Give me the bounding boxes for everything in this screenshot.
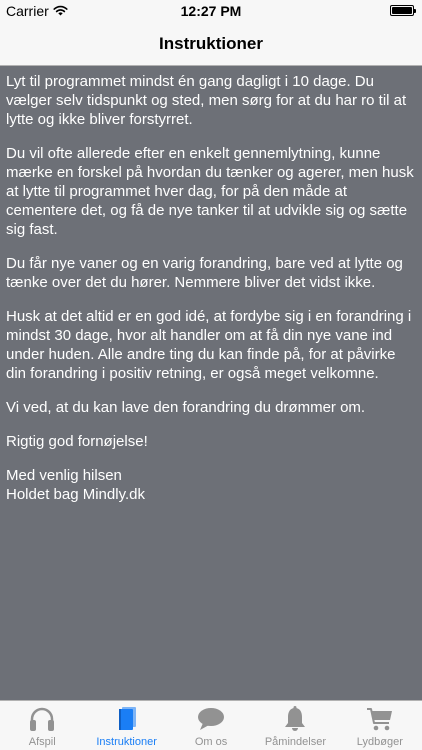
instruction-paragraph-1: Lyt til programmet mindst én gang dagligt i 10 dage. Du vælger selv tidspunkt og sted, men sørg for at du har ro til at lytte og ikke bliver forstyrret. (6, 73, 407, 128)
tab-bar (0, 700, 422, 750)
tab-om-os[interactable] (169, 701, 253, 750)
carrier-label: Carrier (6, 3, 49, 19)
instruction-paragraph-3: Du får nye vaner og en varig forandring, bare ved at lytte og tænke over det du hører. Nemmere bliver det vidst ikke. (6, 255, 403, 291)
tab-afspil[interactable] (0, 701, 84, 750)
signature (6, 466, 416, 504)
book-icon (111, 704, 143, 734)
instruction-paragraph-4: Husk at det altid er en god idé, at fordybe sig i en forandring i mindst 30 dage, hvor alt handler om at få din nye vane ind under huden. Alle andre ting du kan finde på, for at påvirke din forandring i positiv retning, er også meget velkomne. (6, 308, 412, 382)
tab-label-om-os: Om os (194, 736, 228, 748)
signature-sender: Holdet bag Mindly.dk (6, 486, 145, 503)
page-title: Instruktioner (159, 33, 263, 53)
chat-bubble-icon (195, 704, 227, 734)
tab-label-lydboeger: Lydbøger (356, 736, 403, 748)
instructions-text-area[interactable] (0, 66, 422, 700)
battery-icon (390, 5, 414, 16)
status-time: 12:27 PM (180, 3, 242, 19)
tab-paamindelser[interactable] (253, 701, 337, 750)
tab-label-instruktioner: Instruktioner (96, 736, 157, 748)
cart-icon (364, 704, 396, 734)
headphones-icon (26, 704, 58, 734)
instruction-paragraph-5: Vi ved, at du kan lave den forandring du drømmer om. (6, 399, 366, 416)
status-bar (0, 0, 422, 22)
instruction-paragraph-6: Rigtig god fornøjelse! (6, 433, 148, 450)
bell-icon (279, 704, 311, 734)
tab-instruktioner[interactable] (84, 701, 168, 750)
navigation-bar (0, 22, 422, 66)
tab-lydboeger[interactable] (338, 701, 422, 750)
tab-label-afspil: Afspil (28, 736, 56, 748)
signature-greeting: Med venlig hilsen (6, 467, 122, 484)
tab-label-paamindelser: Påmindelser (264, 736, 326, 748)
instruction-paragraph-2: Du vil ofte allerede efter en enkelt gennemlytning, kunne mærke en forskel på hvordan du tænker og agerer, men husk at lytte til programmet hver dag, for på den måde at cementere det, og få de nye tanker til at udvikle sig og sætte sig fast. (6, 145, 414, 238)
